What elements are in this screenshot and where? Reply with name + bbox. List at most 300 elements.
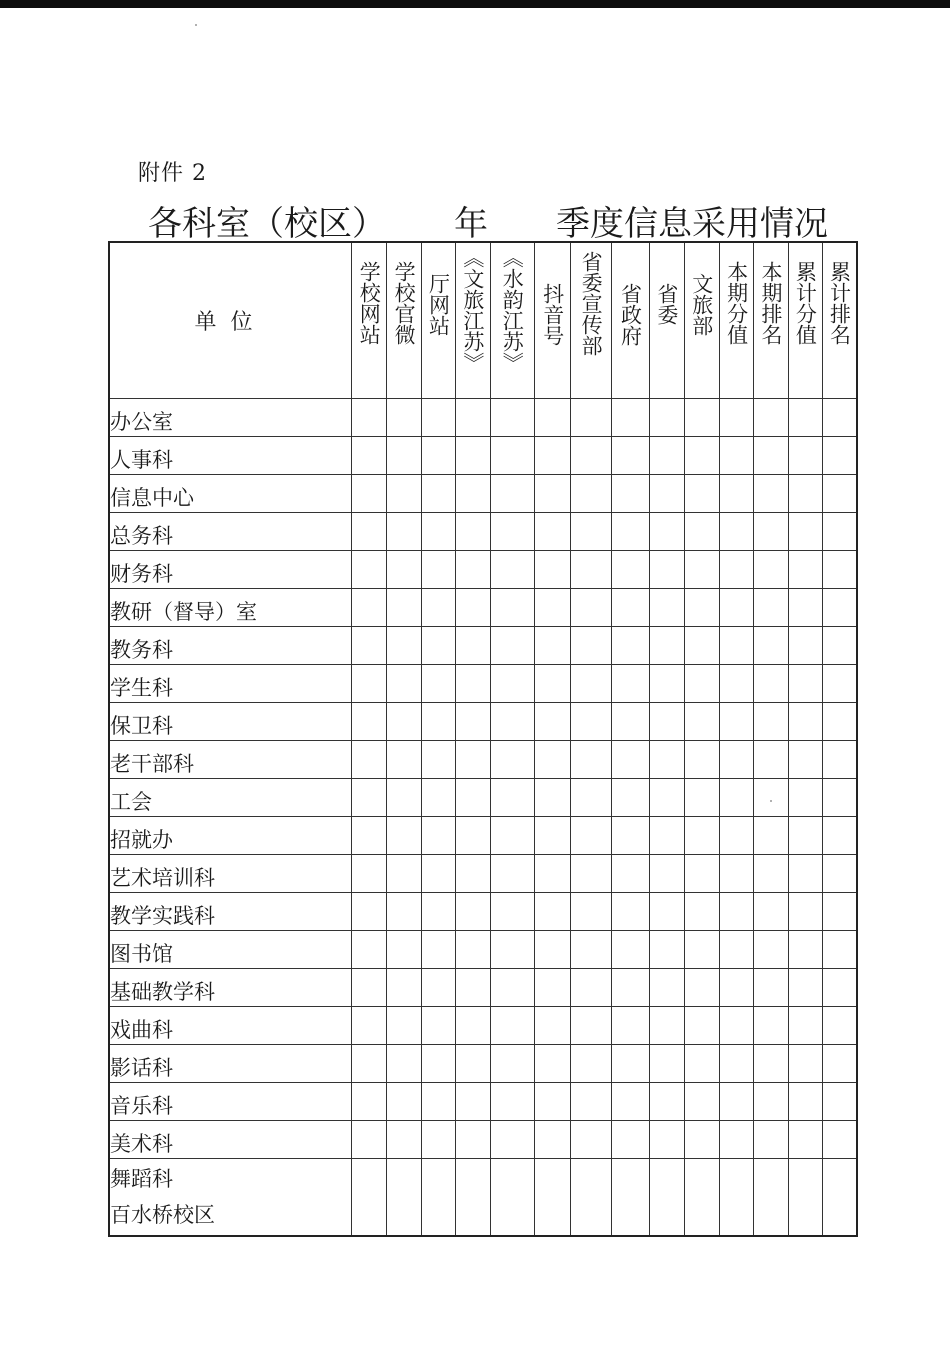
table-cell bbox=[611, 627, 649, 665]
table-cell bbox=[490, 665, 534, 703]
table-cell bbox=[571, 893, 611, 931]
table-cell bbox=[535, 893, 571, 931]
table-cell bbox=[535, 589, 571, 627]
table-header-row bbox=[109, 242, 857, 399]
table-cell bbox=[535, 437, 571, 475]
table-cell bbox=[456, 931, 490, 969]
unit-name: 百水桥校区 bbox=[110, 1203, 215, 1227]
table-cell bbox=[754, 931, 788, 969]
table-cell bbox=[719, 627, 753, 665]
table-cell bbox=[611, 513, 649, 551]
table-cell bbox=[754, 1007, 788, 1045]
table-cell bbox=[421, 1083, 455, 1121]
table-cell bbox=[387, 1045, 421, 1083]
table-cell bbox=[719, 589, 753, 627]
table-cell bbox=[535, 1045, 571, 1083]
table-cell bbox=[571, 1159, 611, 1237]
unit-name-cell: 办公室 bbox=[109, 399, 352, 437]
table-cell bbox=[535, 741, 571, 779]
table-cell bbox=[823, 1159, 857, 1237]
table-cell bbox=[823, 627, 857, 665]
table-row bbox=[109, 703, 857, 741]
table-cell bbox=[611, 589, 649, 627]
column-header-label: 省委宣传部 bbox=[579, 251, 604, 356]
table-cell bbox=[754, 1121, 788, 1159]
table-cell bbox=[456, 627, 490, 665]
table-cell bbox=[754, 437, 788, 475]
table-cell bbox=[535, 627, 571, 665]
table-cell bbox=[352, 1007, 387, 1045]
table-row bbox=[109, 931, 857, 969]
table-cell bbox=[650, 817, 684, 855]
table-cell bbox=[456, 1121, 490, 1159]
table-cell bbox=[650, 399, 684, 437]
info-adoption-table bbox=[108, 241, 858, 1237]
table-cell bbox=[719, 779, 753, 817]
table-cell bbox=[650, 1159, 684, 1237]
table-cell bbox=[754, 703, 788, 741]
table-cell bbox=[719, 817, 753, 855]
table-cell bbox=[456, 665, 490, 703]
table-cell bbox=[535, 1083, 571, 1121]
table-cell bbox=[421, 969, 455, 1007]
table-cell bbox=[754, 589, 788, 627]
table-cell bbox=[421, 1007, 455, 1045]
table-cell bbox=[754, 551, 788, 589]
table-cell bbox=[456, 1159, 490, 1237]
table-cell bbox=[611, 779, 649, 817]
table-row bbox=[109, 589, 857, 627]
table-cell bbox=[571, 1121, 611, 1159]
table-cell bbox=[650, 893, 684, 931]
table-cell bbox=[535, 513, 571, 551]
table-cell bbox=[719, 551, 753, 589]
table-cell bbox=[719, 1007, 753, 1045]
scan-speck bbox=[195, 24, 197, 26]
column-header bbox=[719, 242, 753, 399]
table-cell bbox=[490, 475, 534, 513]
table-row bbox=[109, 969, 857, 1007]
table-row bbox=[109, 513, 857, 551]
table-cell bbox=[352, 1045, 387, 1083]
table-cell bbox=[684, 665, 719, 703]
table-cell bbox=[823, 1045, 857, 1083]
table-cell bbox=[611, 437, 649, 475]
table-cell bbox=[719, 475, 753, 513]
table-cell bbox=[456, 893, 490, 931]
table-cell bbox=[490, 893, 534, 931]
unit-name-cell: 人事科 bbox=[109, 437, 352, 475]
table-cell bbox=[684, 1007, 719, 1045]
table-cell bbox=[650, 931, 684, 969]
table-cell bbox=[535, 399, 571, 437]
table-cell bbox=[788, 1083, 822, 1121]
table-cell bbox=[421, 855, 455, 893]
table-cell bbox=[387, 1007, 421, 1045]
table-cell bbox=[490, 589, 534, 627]
table-cell bbox=[823, 1007, 857, 1045]
table-cell bbox=[352, 703, 387, 741]
table-cell bbox=[754, 1159, 788, 1237]
table-cell bbox=[650, 627, 684, 665]
unit-name-cell: 工会 bbox=[109, 779, 352, 817]
table-cell bbox=[535, 855, 571, 893]
table-cell bbox=[754, 817, 788, 855]
unit-name-cell: 教务科 bbox=[109, 627, 352, 665]
table-cell bbox=[387, 399, 421, 437]
table-cell bbox=[823, 589, 857, 627]
column-header bbox=[788, 242, 822, 399]
table-cell bbox=[650, 1121, 684, 1159]
table-cell bbox=[352, 741, 387, 779]
table-row bbox=[109, 779, 857, 817]
table-cell bbox=[650, 1007, 684, 1045]
table-cell bbox=[352, 589, 387, 627]
table-cell bbox=[684, 931, 719, 969]
table-cell bbox=[684, 969, 719, 1007]
table-body bbox=[109, 399, 857, 1237]
table-row bbox=[109, 1083, 857, 1121]
column-header-label: 本期分值 bbox=[724, 261, 749, 345]
table-cell bbox=[823, 817, 857, 855]
column-header-label: 《文旅江苏》 bbox=[460, 247, 485, 373]
table-cell bbox=[490, 1007, 534, 1045]
column-header-label: 抖音号 bbox=[540, 283, 565, 346]
table-cell bbox=[387, 513, 421, 551]
table-cell bbox=[719, 1083, 753, 1121]
table-cell bbox=[490, 513, 534, 551]
table-cell bbox=[352, 665, 387, 703]
table-cell bbox=[719, 893, 753, 931]
table-cell bbox=[719, 969, 753, 1007]
table-cell bbox=[490, 741, 534, 779]
table-cell bbox=[535, 703, 571, 741]
table-cell bbox=[754, 627, 788, 665]
table-cell bbox=[421, 399, 455, 437]
table-cell bbox=[571, 1045, 611, 1083]
table-cell bbox=[684, 741, 719, 779]
unit-name-cell: 教学实践科 bbox=[109, 893, 352, 931]
table-cell bbox=[387, 551, 421, 589]
table-cell bbox=[719, 437, 753, 475]
table-cell bbox=[684, 399, 719, 437]
table-cell bbox=[571, 437, 611, 475]
table-cell bbox=[788, 1121, 822, 1159]
table-cell bbox=[421, 589, 455, 627]
unit-name: 舞蹈科 bbox=[110, 1167, 173, 1191]
table-cell bbox=[650, 1045, 684, 1083]
table-row bbox=[109, 741, 857, 779]
table-cell bbox=[352, 513, 387, 551]
table-cell bbox=[421, 627, 455, 665]
table-cell bbox=[650, 665, 684, 703]
table-cell bbox=[650, 855, 684, 893]
table-cell bbox=[456, 741, 490, 779]
column-header-label: 省委 bbox=[654, 283, 679, 325]
table-cell bbox=[456, 589, 490, 627]
table-cell bbox=[421, 1159, 455, 1237]
table-cell bbox=[788, 551, 822, 589]
table-cell bbox=[387, 1121, 421, 1159]
table-cell bbox=[650, 475, 684, 513]
table-cell bbox=[611, 1007, 649, 1045]
table-cell bbox=[352, 437, 387, 475]
table-cell bbox=[684, 1159, 719, 1237]
table-cell bbox=[387, 893, 421, 931]
column-header bbox=[823, 242, 857, 399]
table-cell bbox=[823, 665, 857, 703]
column-header bbox=[421, 242, 455, 399]
table-cell bbox=[571, 741, 611, 779]
unit-name-cell: 影话科 bbox=[109, 1045, 352, 1083]
table-cell bbox=[684, 627, 719, 665]
table-cell bbox=[535, 1159, 571, 1237]
table-cell bbox=[754, 779, 788, 817]
table-cell bbox=[788, 969, 822, 1007]
table-cell bbox=[650, 551, 684, 589]
table-cell bbox=[535, 969, 571, 1007]
table-cell bbox=[823, 703, 857, 741]
attachment-label: 附件 2 bbox=[138, 161, 207, 186]
table-cell bbox=[788, 893, 822, 931]
table-cell bbox=[823, 779, 857, 817]
table-cell bbox=[719, 1159, 753, 1237]
table-cell bbox=[490, 969, 534, 1007]
table-cell bbox=[754, 855, 788, 893]
table-cell bbox=[823, 437, 857, 475]
table-cell bbox=[571, 665, 611, 703]
table-cell bbox=[684, 437, 719, 475]
table-cell bbox=[684, 551, 719, 589]
title-part-year: 年 bbox=[454, 204, 488, 244]
table-cell bbox=[650, 969, 684, 1007]
table-cell bbox=[456, 779, 490, 817]
table-cell bbox=[754, 1083, 788, 1121]
column-header-label: 累计分值 bbox=[793, 261, 818, 345]
table-cell bbox=[788, 1045, 822, 1083]
table-cell bbox=[719, 931, 753, 969]
unit-name-cell: 教研（督导）室 bbox=[109, 589, 352, 627]
table-cell bbox=[611, 1159, 649, 1237]
table-cell bbox=[456, 855, 490, 893]
column-header-label: 文旅部 bbox=[689, 273, 714, 336]
table-cell bbox=[611, 741, 649, 779]
table-cell bbox=[684, 893, 719, 931]
table-cell bbox=[650, 513, 684, 551]
table-cell bbox=[571, 475, 611, 513]
table-cell bbox=[421, 475, 455, 513]
table-cell bbox=[490, 1121, 534, 1159]
table-cell bbox=[571, 703, 611, 741]
unit-name-cell bbox=[109, 1159, 352, 1237]
table-cell bbox=[650, 779, 684, 817]
column-header-label: 省政府 bbox=[618, 283, 643, 346]
unit-name-cell: 财务科 bbox=[109, 551, 352, 589]
table-cell bbox=[571, 513, 611, 551]
table-cell bbox=[611, 665, 649, 703]
table-cell bbox=[535, 1121, 571, 1159]
table-cell bbox=[788, 779, 822, 817]
table-cell bbox=[611, 399, 649, 437]
table-cell bbox=[684, 1121, 719, 1159]
table-cell bbox=[352, 475, 387, 513]
table-cell bbox=[684, 855, 719, 893]
table-cell bbox=[490, 1083, 534, 1121]
table-cell bbox=[754, 513, 788, 551]
table-cell bbox=[823, 551, 857, 589]
table-cell bbox=[535, 665, 571, 703]
table-cell bbox=[823, 969, 857, 1007]
table-cell bbox=[788, 399, 822, 437]
table-cell bbox=[611, 1121, 649, 1159]
table-cell bbox=[684, 817, 719, 855]
column-header bbox=[387, 242, 421, 399]
table-cell bbox=[611, 893, 649, 931]
table-cell bbox=[788, 475, 822, 513]
table-cell bbox=[571, 969, 611, 1007]
table-cell bbox=[611, 1045, 649, 1083]
table-cell bbox=[387, 475, 421, 513]
table-cell bbox=[754, 741, 788, 779]
table-cell bbox=[823, 399, 857, 437]
table-cell bbox=[535, 551, 571, 589]
table-cell bbox=[421, 437, 455, 475]
table-cell bbox=[490, 703, 534, 741]
table-cell bbox=[571, 779, 611, 817]
table-cell bbox=[387, 741, 421, 779]
table-cell bbox=[456, 817, 490, 855]
table-row bbox=[109, 817, 857, 855]
table-cell bbox=[823, 475, 857, 513]
table-cell bbox=[352, 779, 387, 817]
table-cell bbox=[456, 437, 490, 475]
table-cell bbox=[823, 855, 857, 893]
table-cell bbox=[352, 1121, 387, 1159]
unit-name-cell: 美术科 bbox=[109, 1121, 352, 1159]
table-cell bbox=[788, 437, 822, 475]
table-cell bbox=[611, 817, 649, 855]
table-cell bbox=[387, 703, 421, 741]
table-cell bbox=[788, 817, 822, 855]
table-cell bbox=[456, 475, 490, 513]
column-header-label: 学校官微 bbox=[392, 261, 417, 345]
table-cell bbox=[490, 1045, 534, 1083]
table-cell bbox=[421, 513, 455, 551]
table-row bbox=[109, 1007, 857, 1045]
table-cell bbox=[387, 817, 421, 855]
column-header-label: 本期排名 bbox=[759, 261, 784, 345]
table-cell bbox=[719, 855, 753, 893]
table-cell bbox=[650, 589, 684, 627]
column-header bbox=[611, 242, 649, 399]
table-cell bbox=[719, 665, 753, 703]
table-cell bbox=[684, 513, 719, 551]
table-cell bbox=[387, 665, 421, 703]
table-cell bbox=[823, 1083, 857, 1121]
column-header-label: 《水韵江苏》 bbox=[500, 247, 525, 373]
table-cell bbox=[611, 1083, 649, 1121]
table-row bbox=[109, 475, 857, 513]
table-cell bbox=[352, 551, 387, 589]
table-cell bbox=[571, 1083, 611, 1121]
table-cell bbox=[788, 855, 822, 893]
table-cell bbox=[490, 437, 534, 475]
table-cell bbox=[788, 513, 822, 551]
table-cell bbox=[421, 741, 455, 779]
table-cell bbox=[535, 779, 571, 817]
unit-name-cell: 艺术培训科 bbox=[109, 855, 352, 893]
table-cell bbox=[352, 399, 387, 437]
unit-name-cell: 信息中心 bbox=[109, 475, 352, 513]
table-cell bbox=[788, 627, 822, 665]
table-cell bbox=[490, 855, 534, 893]
table-cell bbox=[611, 855, 649, 893]
table-cell bbox=[823, 741, 857, 779]
table-cell bbox=[571, 589, 611, 627]
table-cell bbox=[456, 1045, 490, 1083]
table-cell bbox=[387, 779, 421, 817]
table-cell bbox=[421, 665, 455, 703]
table-cell bbox=[788, 931, 822, 969]
table-cell bbox=[421, 779, 455, 817]
column-header bbox=[490, 242, 534, 399]
table-cell bbox=[535, 931, 571, 969]
table-cell bbox=[490, 627, 534, 665]
table-cell bbox=[421, 893, 455, 931]
table-cell bbox=[684, 1083, 719, 1121]
table-cell bbox=[754, 1045, 788, 1083]
table-cell bbox=[490, 779, 534, 817]
table-cell bbox=[754, 893, 788, 931]
unit-name-cell: 老干部科 bbox=[109, 741, 352, 779]
table-row bbox=[109, 1159, 857, 1237]
table-cell bbox=[719, 741, 753, 779]
table-cell bbox=[387, 627, 421, 665]
table-cell bbox=[421, 931, 455, 969]
table-cell bbox=[421, 551, 455, 589]
table-cell bbox=[387, 437, 421, 475]
table-cell bbox=[535, 1007, 571, 1045]
table-cell bbox=[684, 475, 719, 513]
table-cell bbox=[571, 1007, 611, 1045]
table-cell bbox=[387, 855, 421, 893]
table-cell bbox=[456, 399, 490, 437]
table-cell bbox=[387, 1159, 421, 1237]
unit-name-cell: 学生科 bbox=[109, 665, 352, 703]
unit-name-cell: 总务科 bbox=[109, 513, 352, 551]
title-part-quarter: 季度信息采用情况 bbox=[556, 204, 828, 244]
table-cell bbox=[352, 1159, 387, 1237]
table-cell bbox=[456, 703, 490, 741]
table-cell bbox=[535, 817, 571, 855]
table-cell bbox=[387, 931, 421, 969]
table-cell bbox=[788, 741, 822, 779]
column-header bbox=[684, 242, 719, 399]
table-cell bbox=[571, 931, 611, 969]
table-row bbox=[109, 627, 857, 665]
table-cell bbox=[719, 1121, 753, 1159]
table-cell bbox=[490, 1159, 534, 1237]
table-cell bbox=[421, 817, 455, 855]
table-cell bbox=[754, 399, 788, 437]
table-row bbox=[109, 551, 857, 589]
table-cell bbox=[571, 627, 611, 665]
column-header-label: 厅网站 bbox=[426, 273, 451, 336]
table-cell bbox=[788, 703, 822, 741]
table-row bbox=[109, 855, 857, 893]
unit-column-header: 单位 bbox=[109, 242, 352, 399]
table-cell bbox=[823, 893, 857, 931]
